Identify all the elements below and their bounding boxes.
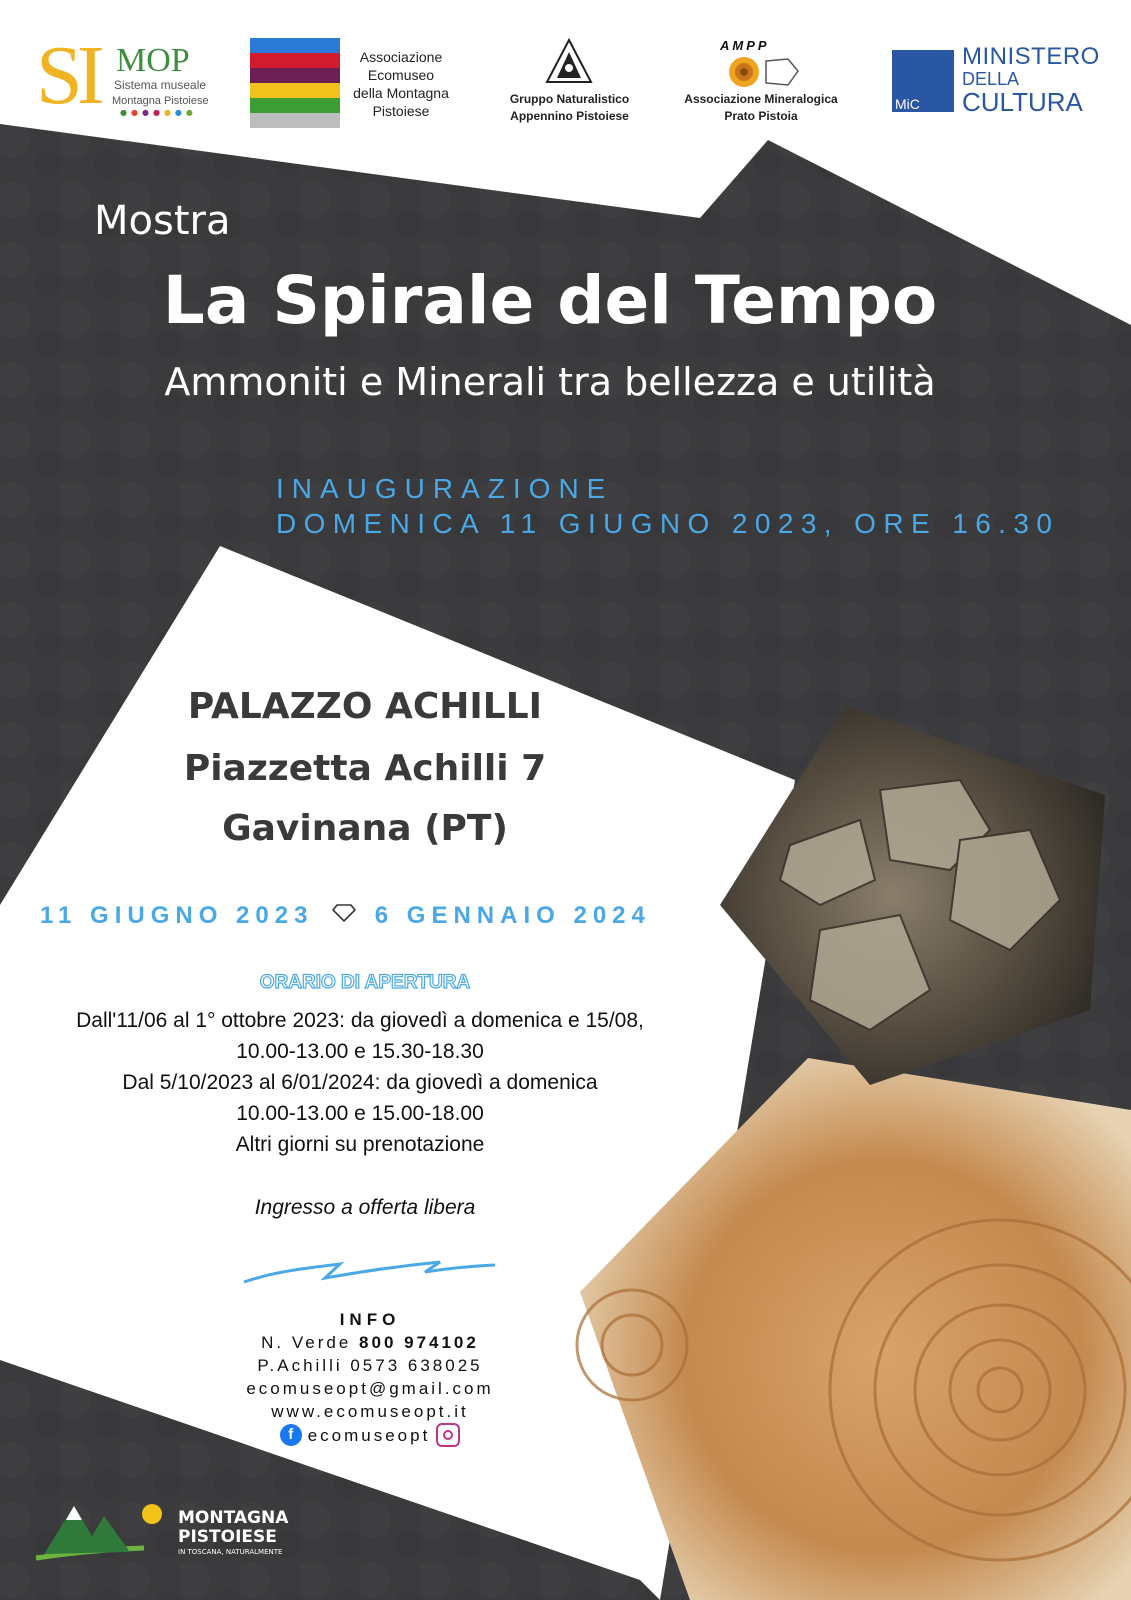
hours-line: 10.00-13.00 e 15.30-18.30: [236, 1040, 484, 1063]
hours-line: Dall'11/06 al 1° ottobre 2023: da giovedì a domenica e 15/08,: [76, 1009, 644, 1032]
event-title: La Spirale del Tempo: [162, 262, 938, 339]
venue-city: Gavinana (PT): [222, 808, 508, 849]
venue-address: Piazzetta Achilli 7: [183, 748, 547, 789]
gruppo-naturalistico-icon: [545, 38, 593, 86]
event-kicker: Mostra: [94, 198, 231, 244]
toll-free-number: 800 974102: [359, 1333, 479, 1352]
social-handle[interactable]: ecomuseopt: [307, 1425, 431, 1445]
inauguration-date: DOMENICA 11 GIUGNO 2023, ORE 16.30: [276, 508, 1060, 539]
ministero-line2: DELLA: [962, 69, 1020, 89]
phone-line: P.Achilli 0573 638025: [257, 1356, 483, 1375]
toll-free-line: [200, 1331, 540, 1354]
gruppo-naturalistico-name: Gruppo Naturalistico Appennino Pistoiese: [509, 92, 630, 123]
instagram-icon[interactable]: [436, 1423, 460, 1447]
ecomuseo-name: Associazione Ecomuseo della Montagna Pistoiese: [353, 49, 449, 119]
ampp-ammonite-icon: [722, 55, 802, 89]
ampp-name: Associazione Mineralogica Prato Pistoia: [684, 92, 838, 123]
hours-line: 10.00-13.00 e 15.00-18.00: [236, 1102, 484, 1125]
website-link[interactable]: www.ecomuseopt.it: [271, 1402, 469, 1421]
admission-note: Ingresso a offerta libera: [254, 1196, 476, 1219]
email-link[interactable]: ecomuseopt@gmail.com: [246, 1379, 494, 1398]
montagna-logo-line2: PISTOIESE: [178, 1527, 277, 1547]
hours-line: Dal 5/10/2023 al 6/01/2024: da giovedì a domenica: [122, 1071, 598, 1094]
ecomuseo-flag-icon: [250, 38, 340, 128]
info-heading: INFO: [339, 1310, 401, 1329]
montagna-logo-line1: MONTAGNA: [178, 1508, 289, 1528]
ampp-acronym: AMPP: [720, 38, 770, 53]
info-block: [200, 1308, 540, 1447]
montagna-logo-tagline: IN TOSCANA, NATURALMENTE: [178, 1548, 283, 1556]
inauguration-label: INAUGURAZIONE: [276, 473, 614, 504]
montagna-pistoiese-logo-icon: [34, 1496, 174, 1564]
simop-logo-si: SI: [36, 29, 99, 122]
period-start: 11 GIUGNO 2023: [40, 901, 314, 929]
simop-logo-mop: MOP: [116, 42, 190, 79]
simop-logo-line2: Montagna Pistoiese: [112, 95, 209, 107]
diamond-icon: [332, 902, 356, 930]
venue-name: PALAZZO ACHILLI: [187, 686, 543, 727]
toll-free-label: N. Verde: [261, 1333, 352, 1352]
ministero-line3: CULTURA: [962, 87, 1083, 117]
hours-heading: ORARIO DI APERTURA: [259, 972, 471, 993]
period-end: 6 GENNAIO 2024: [374, 901, 651, 929]
ministero-line1: MINISTERO: [962, 43, 1100, 70]
event-subtitle: Ammoniti e Minerali tra bellezza e utilità: [164, 360, 936, 404]
hours-list: [40, 1005, 680, 1160]
hours-line: Altri giorni su prenotazione: [235, 1133, 485, 1156]
ministero-badge-label: MiC: [895, 96, 920, 112]
simop-logo-line1: Sistema museale: [114, 78, 207, 92]
exhibition-period: [40, 901, 651, 930]
simop-dots-icon: ●●●●●●●: [120, 108, 197, 117]
social-line: [200, 1423, 540, 1447]
facebook-icon[interactable]: f: [280, 1424, 302, 1446]
